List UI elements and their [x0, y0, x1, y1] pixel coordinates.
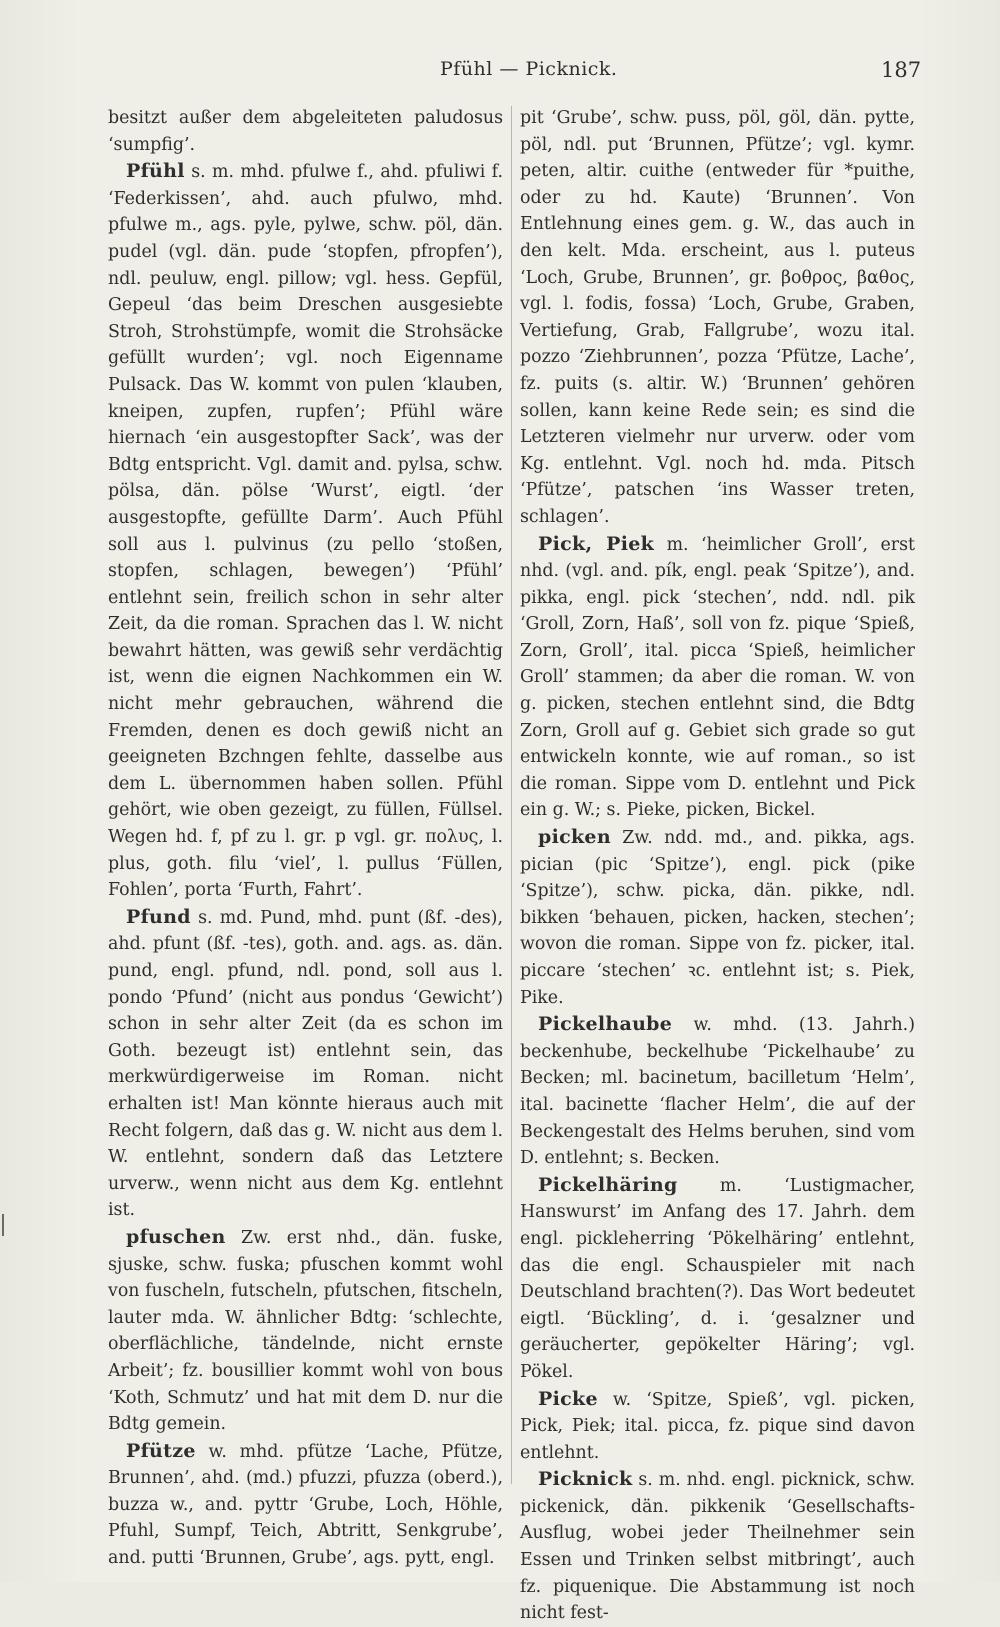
dictionary-entry [108, 104, 503, 158]
dictionary-entry [108, 158, 503, 904]
dictionary-entry [108, 1224, 503, 1438]
entry-text: m. ‘heimlicher Groll’, erst nhd. (vgl. and. pík, engl. peak ‘Spitze’), and. pikka, engl. pick ‘stechen’, ndd. ndl. pik ‘Groll, Zorn, Haß’, soll von fz. pique ‘Spieß, Zorn, Groll’, ital. picca ‘Spieß, heimlicher Groll’ stammen; da aber die roman. W. von g. picken, stechen entlehnt sind, die Bdtg Zorn, Groll auf g. Gebiet sich grade so gut entwickeln konnte, wie auf roman., so ist die roman. Sippe vom D. entlehnt und Pick ein g. W.; s. Pieke, picken, Bickel. [520, 534, 915, 821]
headword: Pfütze [126, 1439, 196, 1462]
headword: pfuschen [126, 1225, 226, 1248]
dictionary-entry [108, 1438, 503, 1572]
page-number: 187 [881, 58, 922, 82]
entry-text: w. mhd. (13. Jahrh.) beckenhube, beckelhube ‘Pickelhaube’ zu Becken; ml. bacinetum, bacilletum ‘Helm’, ital. bacinette ‘flacher Helm’, die auf der Beckengestalt des Helms beruhen, sind vom D. entlehnt; s. Becken. [520, 1015, 915, 1169]
column-gutter [511, 106, 512, 1484]
entry-text: besitzt außer dem abgeleiteten paludosus ‘sumpfig’. [108, 108, 503, 155]
entry-text: m. ‘Lustigmacher, Hanswurst’ im Anfang des 17. Jahrh. dem engl. pickleherring ‘Pökelhäring’ entlehnt, das die engl. Schauspieler mit nach Deutschland brachten(?). Das Wort bedeutet eigtl. ‘Bückling’, d. i. ‘gesalzner und geräucherter, gepökelter Häring’; vgl. Pökel. [520, 1175, 915, 1382]
headword: Pickelhaube [538, 1013, 673, 1036]
running-title: Pfühl — Picknick. [440, 58, 618, 80]
headword: Pickelhäring [538, 1173, 678, 1196]
entry-text: s. m. nhd. engl. picknick, schw. pickenick, dän. pikkenik ‘Gesellschafts-Ausflug, wobei jeder Theilnehmer sein Essen und Trinken selbst mitbringt’, auch fz. piquenique. Die Abstammung ist noch nicht fest- [520, 1470, 915, 1624]
headword: Pick, Piek [538, 532, 655, 555]
margin-mark [2, 1214, 4, 1236]
headword: Picknick [538, 1468, 633, 1491]
dictionary-entry [520, 1386, 915, 1467]
entry-text: w. mhd. pfütze ‘Lache, Pfütze, Brunnen’, ahd. (md.) pfuzzi, pfuzza (oberd.), buzza w., and. pyttr ‘Grube, Loch, Höhle, Pfuhl, Sumpf, Teich, Abtritt, Senkgrube’, and. putti ‘Brunnen, Grube’, ags. pytt, engl. [108, 1441, 503, 1569]
dictionary-entry [520, 824, 915, 1011]
right-column [520, 104, 915, 1627]
headword: picken [538, 826, 611, 849]
entry-text: Zw. ndd. md., and. pikka, ags. pician (pic ‘Spitze’), engl. pick (pike ‘Spitze’), schw. picka, dän. pikke, ndl. bikken ‘behauen, picken, hacken, stechen’; wovon die roman. Sippe von fz. picker, ital. piccare ‘stechen’ ꝛc. entlehnt ist; s. Piek, Pike. [520, 828, 915, 1008]
entry-text: s. m. mhd. pfulwe f., ahd. pfuliwi f. ‘Federkissen’, ahd. auch pfulwo, mhd. pfulwe m., ags. pyle, pylwe, schw. pöl, dän. pudel (vgl. dän. pude ‘stopfen, pfropfen’), ndl. peuluw, engl. pillow; vgl. hess. Gepfül, Gepeul ‘das beim Dreschen ausgesiebte Stroh, Strohstümpfe, womit die Strohsäcke gefüllt wurden’; vgl. noch Eigenname Pulsack. Das W. kommt von pulen ‘klauben, kneipen, zupfen, rupfen’; Pfühl wäre hiernach ‘ein ausgestopfter Sack’, was der Bdtg entspricht. Vgl. damit and. pylsa, schw. pölsa, dän. pölse ‘Wurst’, eigtl. ‘der ausgestopfte, gefüllte Darm’. Auch Pfühl soll aus l. pulvinus (zu pello ‘stoßen, stopfen, schlagen, bewegen’) ‘Pfühl’ entlehnt sein, freilich schon in sehr alter Zeit, da die roman. Sprachen das l. W. nicht bewahrt hätten, was gewiß sehr verdächtig ist, wenn die eignen Nachkommen ein W. nicht mehr gebrauchen, während die Fremden, denen es doch gewiß nicht an geeigneten Bzchngen fehlte, dasselbe aus dem L. übernommen haben sollen. Pfühl gehört, wie oben gezeigt, zu füllen, Füllsel. Wegen hd. f, pf zu l. gr. p vgl. gr. πολυς, l. plus, goth. filu ‘viel’, l. pullus ‘Füllen, Fohlen’, porta ‘Furth, Fahrt’. [108, 162, 503, 901]
entry-text: pit ‘Grube’, schw. puss, pöl, göl, dän. pytte, pöl, ndl. put ‘Brunnen, Pfütze’; vgl. kymr. peten, altir. cuithe (entweder für *puithe, oder zu hd. Kaute) ‘Brunnen’. Von Entlehnung eines gem. g. W., das auch in den kelt. Mda. erscheint, aus l. puteus ‘Loch, Grube, Brunnen’, gr. βοθρος, βαθος, vgl. l. fodis, fossa) ‘Loch, Grube, Graben, Vertiefung, Grab, Fallgrube’, wozu ital. pozzo ‘Ziehbrunnen’, pozza ‘Pfütze, Lache’, fz. puits (s. altir. W.) ‘Brunnen’ gehören sollen, kann keine Rede sein; es sind die Letzteren vielmehr nur urverw. oder vom Kg. entlehnt. Vgl. noch hd. mda. Pitsch ‘Pfütze’, patschen ‘ins Wasser treten, schlagen’. [520, 108, 915, 527]
entry-text: Zw. erst nhd., dän. fuske, sjuske, schw. fuska; pfuschen kommt wohl von fuscheln, futscheln, pfutschen, fitscheln, lauter mda. W. ähnlicher Bdtg: ‘schlechte, oberflächliche, tändelnde, nicht ernste Arbeit’; fz. bousillier kommt wohl von bous ‘Koth, Schmutz’ und hat mit dem D. nur die Bdtg gemein. [108, 1227, 503, 1435]
headword: Pfund [126, 905, 191, 928]
headword: Pfühl [126, 160, 185, 183]
dictionary-entry [520, 1011, 915, 1172]
dictionary-entry [520, 104, 915, 531]
entry-text: w. ‘Spitze, Spieß’, vgl. picken, Pick, Piek; ital. picca, fz. pique sind davon entlehnt. [520, 1389, 915, 1463]
dictionary-entry [520, 1172, 915, 1386]
left-column [108, 104, 503, 1572]
entry-text: s. md. Pund, mhd. punt (ßf. -des), ahd. pfunt (ßf. -tes), goth. and. ags. as. dän. pund, engl. pfund, ndl. pond, soll aus l. pondo ‘Pfund’ (nicht aus pondus ‘Gewicht’) schon in sehr alter Zeit (da es schon im Goth. bezeugt ist) entlehnt sein, das merkwürdigerweise im Roman. nicht erhalten ist! Man könnte hieraus auch mit Recht folgern, daß das g. W. nicht aus dem l. W. entlehnt, sondern daß das Letztere urverw., wenn nicht aus dem Kg. entlehnt ist. [108, 907, 503, 1221]
dictionary-entry [108, 904, 503, 1224]
dictionary-entry [520, 531, 915, 825]
headword: Picke [538, 1387, 598, 1410]
dictionary-entry [520, 1466, 915, 1627]
